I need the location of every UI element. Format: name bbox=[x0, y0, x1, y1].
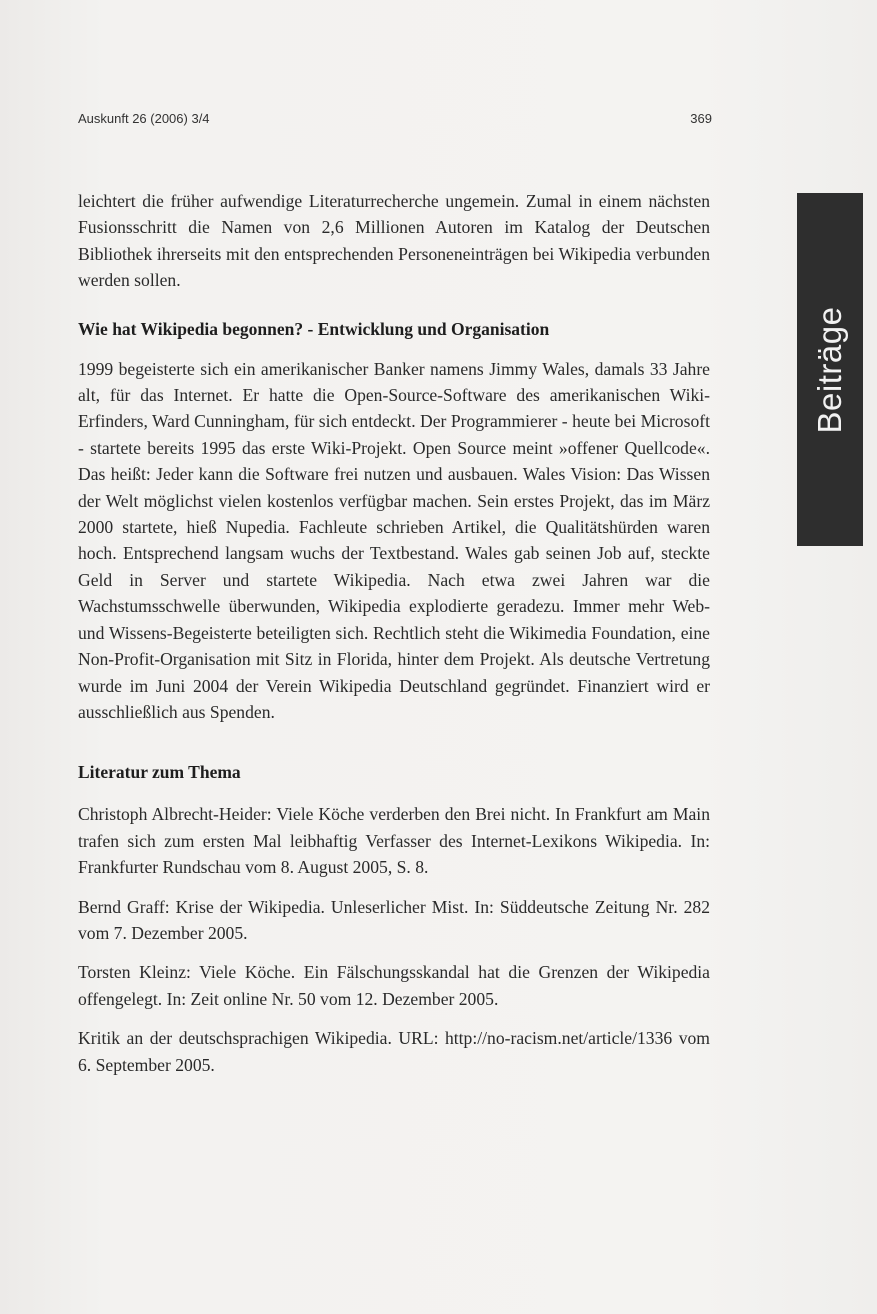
page-number: 369 bbox=[690, 111, 712, 126]
section-side-tab bbox=[797, 193, 863, 546]
intro-paragraph: leichtert die früher aufwendige Literaturrecherche ungemein. Zumal in einem nächsten Fusionsschritt die Namen von 2,6 Millionen Autoren im Katalog der Deutschen Bibliothek ihrerseits mit den entsprechenden Personeneinträgen bei Wikipedia verbunden werden sollen. bbox=[78, 191, 710, 291]
section-heading-literature: Literatur zum Thema bbox=[78, 762, 241, 783]
reference-list bbox=[78, 801, 710, 1078]
reference-item: Kritik an der deutschsprachigen Wikipedia. URL: http://no-racism.net/article/1336 vom 6. September 2005. bbox=[78, 1028, 710, 1075]
section-paragraph-wikipedia: 1999 begeisterte sich ein amerikanischer Banker namens Jimmy Wales, damals 33 Jahre alt, für das Internet. Er hatte die Open-Source-Software des amerikanischen Wiki-Erfinders, Ward Cunningham, für sich entdeckt. Der Programmierer - heute bei Microsoft - startete bereits 1995 das erste Wiki-Projekt. Open Source meint »offener Quellcode«. Das heißt: Jeder kann die Software frei nutzen und ausbauen. Wales Vision: Das Wissen der Welt möglichst vielen kostenlos verfügbar machen. Sein erstes Projekt, das im März 2000 startete, hieß Nupedia. Fachleute schrieben Artikel, die Qualitätshürden waren hoch. Entsprechend langsam wuchs der Textbestand. Wales gab seinen Job auf, steckte Geld in Server und startete Wikipedia. Nach etwa zwei Jahren war die Wachstumsschwelle überwunden, Wikipedia explodierte geradezu. Immer mehr Web- und Wissens-Begeisterte beteiligten sich. Rechtlich steht die Wikimedia Foundation, eine Non-Profit-Organisation mit Sitz in Florida, hinter dem Projekt. Als deutsche Vertretung wurde im Juni 2004 der Verein Wikipedia Deutschland gegründet. Finanziert wird er ausschließlich aus Spenden. bbox=[78, 358, 710, 722]
section-side-tab-label: Beiträge bbox=[811, 306, 848, 433]
reference-item: Torsten Kleinz: Viele Köche. Ein Fälschungsskandal hat die Grenzen der Wikipedia offengelegt. In: Zeit online Nr. 50 vom 12. Dezember 2005. bbox=[78, 962, 710, 1009]
article-body bbox=[78, 188, 710, 1091]
reference-item: Christoph Albrecht-Heider: Viele Köche verderben den Brei nicht. In Frankfurt am Main trafen sich zum ersten Mal leibhaftig Verfasser des Internet-Lexikons Wikipedia. In: Frankfurter Rundschau vom 8. August 2005, S. 8. bbox=[78, 804, 710, 878]
running-header bbox=[78, 111, 712, 129]
journal-citation: Auskunft 26 (2006) 3/4 bbox=[78, 111, 210, 126]
reference-item: Bernd Graff: Krise der Wikipedia. Unleserlicher Mist. In: Süddeutsche Zeitung Nr. 282 vom 7. Dezember 2005. bbox=[78, 896, 710, 943]
section-heading-wikipedia: Wie hat Wikipedia begonnen? - Entwicklung und Organisation bbox=[78, 318, 550, 339]
